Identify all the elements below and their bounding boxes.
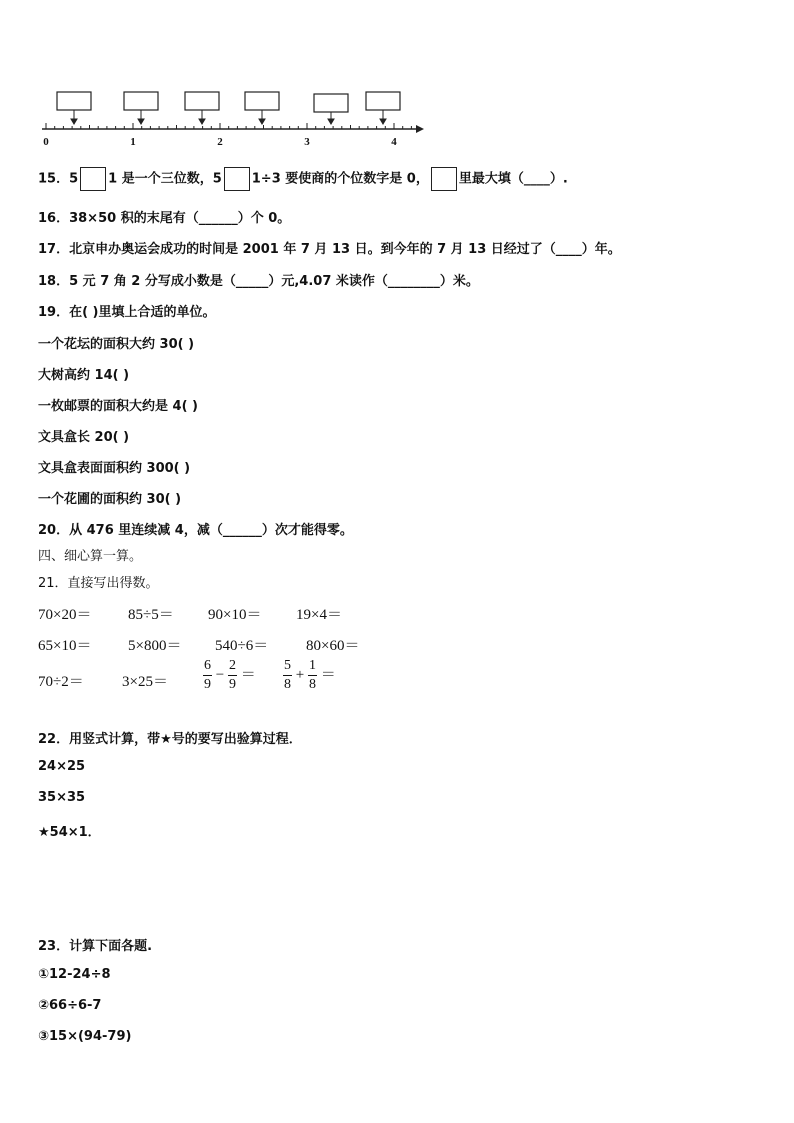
question-17: 17．北京申办奥运会成功的时间是 2001 年 7 月 13 日。到今年的 7 月 13 日经过了（____）年。 xyxy=(38,242,621,257)
tick-label-4: 4 xyxy=(391,136,397,148)
answer-box-1 xyxy=(57,92,91,110)
calc-3-2: 3×25＝ xyxy=(122,674,168,690)
q22-item-2: 35×35 xyxy=(38,790,86,805)
tick-label-0: 0 xyxy=(43,136,49,148)
q23-item-3: ③15×(94-79) xyxy=(38,1029,132,1044)
equals-sign: ＝ xyxy=(240,666,256,683)
calc-1-3: 90×10＝ xyxy=(208,607,262,623)
minus-sign: − xyxy=(215,666,225,683)
q22-item-3: ★54×1． xyxy=(38,825,101,840)
fraction-6-9: $\frac{6}{9}$ xyxy=(204,658,211,692)
tick-label-2: 2 xyxy=(217,136,223,148)
question-18: 18．5 元 7 角 2 分写成小数是（_____）元,4.07 米读作（________）米。 xyxy=(38,274,479,289)
calc-3-4-fraction-expression xyxy=(283,659,336,692)
question-22: 22．用竖式计算，带★号的要写出验算过程． xyxy=(38,732,302,747)
q23-item-1: ①12-24÷8 xyxy=(38,967,111,982)
q15-text-1: 5 xyxy=(69,171,79,187)
calc-3-3-fraction-expression xyxy=(203,659,256,692)
calc-3-1: 70÷2＝ xyxy=(38,674,84,690)
q23-item-2: ②66÷6-7 xyxy=(38,998,102,1013)
answer-box-3 xyxy=(185,92,219,110)
equals-sign: ＝ xyxy=(320,666,336,683)
question-23: 23．计算下面各题. xyxy=(38,939,153,954)
calc-2-2: 5×800＝ xyxy=(128,638,182,654)
q19-item-3: 一枚邮票的面积大约是 4( ) xyxy=(38,399,198,414)
q15-text-3: 1÷3 要使商的个位数字是 0， xyxy=(251,171,429,187)
q19-item-4: 文具盒长 20( ) xyxy=(38,430,130,445)
answer-box-6 xyxy=(366,92,400,110)
answer-box-5 xyxy=(314,94,348,112)
q15-text-2: 1 是一个三位数，5 xyxy=(108,171,222,187)
number-line-figure xyxy=(38,88,428,150)
number-line-labels xyxy=(43,136,397,148)
answer-box-2 xyxy=(124,92,158,110)
calc-2-4: 80×60＝ xyxy=(306,638,360,654)
number-line-ticks xyxy=(46,123,411,129)
fraction-2-9: $\frac{2}{9}$ xyxy=(228,658,236,692)
plus-sign: + xyxy=(295,666,305,683)
tick-label-3: 3 xyxy=(304,136,310,148)
q15-blank-box-3[interactable] xyxy=(431,167,457,191)
q19-item-1: 一个花坛的面积大约 30( ) xyxy=(38,337,195,352)
calc-1-1: 70×20＝ xyxy=(38,607,92,623)
q15-blank-box-1[interactable] xyxy=(80,167,106,191)
question-19: 19．在( )里填上合适的单位。 xyxy=(38,305,216,320)
number-line-arrowhead xyxy=(416,125,424,133)
q19-item-6: 一个花圃的面积约 30( ) xyxy=(38,492,182,507)
calc-2-1: 65×10＝ xyxy=(38,638,92,654)
number-line-boxes xyxy=(57,92,400,112)
question-20: 20．从 476 里连续减 4，减（______）次才能得零。 xyxy=(38,523,353,538)
question-21: 21．直接写出得数。 xyxy=(38,576,159,591)
q19-item-5: 文具盒表面面积约 300( ) xyxy=(38,461,191,476)
calc-2-3: 540÷6＝ xyxy=(215,638,269,654)
question-16: 16．38×50 积的末尾有（______）个 0。 xyxy=(38,211,291,226)
q15-text-4: 里最大填（____）. xyxy=(458,171,568,187)
q15-blank-box-2[interactable] xyxy=(224,167,250,191)
fraction-1-8: $\frac{1}{8}$ xyxy=(308,658,316,692)
q15-number: 15． xyxy=(38,171,70,187)
calc-1-2: 85÷5＝ xyxy=(128,607,174,623)
answer-box-4 xyxy=(245,92,279,110)
question-15 xyxy=(38,167,568,192)
fraction-5-8: $\frac{5}{8}$ xyxy=(284,658,291,692)
q19-item-2: 大树高约 14( ) xyxy=(38,368,130,383)
calc-1-4: 19×4＝ xyxy=(296,607,342,623)
q22-item-1: 24×25 xyxy=(38,759,86,774)
tick-label-1: 1 xyxy=(130,136,136,148)
section-4-heading: 四、细心算一算。 xyxy=(38,549,143,564)
